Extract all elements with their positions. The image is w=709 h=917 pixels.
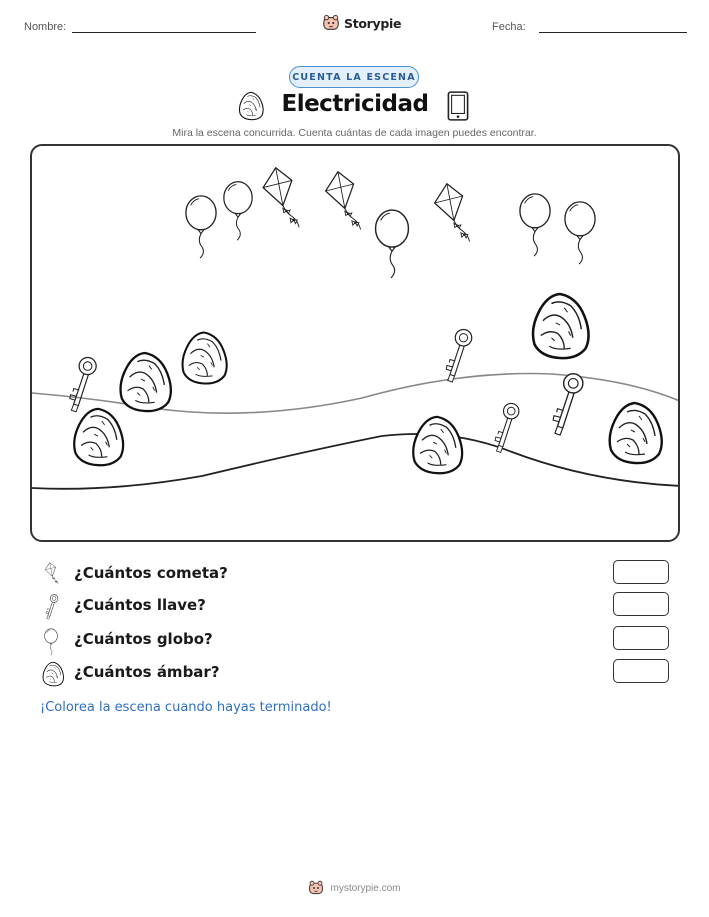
key-3 (495, 403, 519, 452)
brand-logo (322, 14, 401, 32)
answer-box-amber[interactable] (613, 659, 669, 683)
amber-4 (533, 294, 589, 358)
scene-drawing (32, 146, 680, 542)
date-line[interactable] (539, 32, 687, 33)
answer-box-balloon[interactable] (613, 626, 669, 650)
closing-instruction: ¡Colorea la escena cuando hayas terminado! (40, 700, 332, 715)
balloon-3 (376, 210, 409, 278)
mascot-icon (308, 880, 324, 896)
key-4 (553, 374, 583, 435)
balloon-2 (224, 182, 252, 240)
balloon-5 (565, 202, 595, 264)
kite-2 (326, 172, 361, 230)
date-label: Fecha: (492, 21, 526, 33)
footer-url[interactable]: mystorypie.com (330, 882, 401, 894)
amber-icon (236, 91, 266, 121)
activity-badge: CUENTA LA ESCENA (289, 66, 419, 88)
balloon-4 (520, 194, 550, 256)
amber-1 (121, 353, 171, 411)
balloon-icon (40, 628, 62, 656)
kite-1 (263, 168, 299, 227)
answer-box-key[interactable] (613, 592, 669, 616)
amber-2 (183, 333, 227, 384)
name-line[interactable] (72, 32, 256, 33)
balloon-1 (186, 196, 216, 258)
question-row-kite (38, 560, 678, 588)
question-row-balloon (38, 626, 678, 654)
key-icon (40, 594, 64, 622)
question-text: ¿Cuántos llave? (74, 596, 206, 614)
key-2 (446, 330, 472, 383)
answer-box-kite[interactable] (613, 560, 669, 584)
question-text: ¿Cuántos cometa? (74, 564, 228, 582)
brand-name: Storypie (344, 15, 402, 31)
hill-line-lower (32, 434, 680, 489)
amber-6 (610, 403, 662, 463)
footer (0, 880, 709, 896)
kite-icon (40, 562, 64, 588)
kite-3 (435, 184, 470, 242)
tablet-icon (444, 90, 472, 122)
page-title: Electricidad (281, 91, 429, 117)
name-label: Nombre: (24, 21, 67, 33)
question-text: ¿Cuántos globo? (74, 630, 213, 648)
amber-5 (413, 417, 462, 473)
mascot-icon (322, 14, 340, 32)
instructions: Mira la escena concurrida. Cuenta cuántas de cada imagen puedes encontrar. (172, 127, 537, 139)
question-row-key (38, 592, 678, 620)
counting-scene (30, 144, 680, 542)
amber-3 (74, 409, 123, 465)
question-row-amber (38, 659, 678, 687)
key-1 (70, 358, 96, 412)
question-text: ¿Cuántos ámbar? (74, 663, 220, 681)
amber-icon (40, 661, 66, 687)
